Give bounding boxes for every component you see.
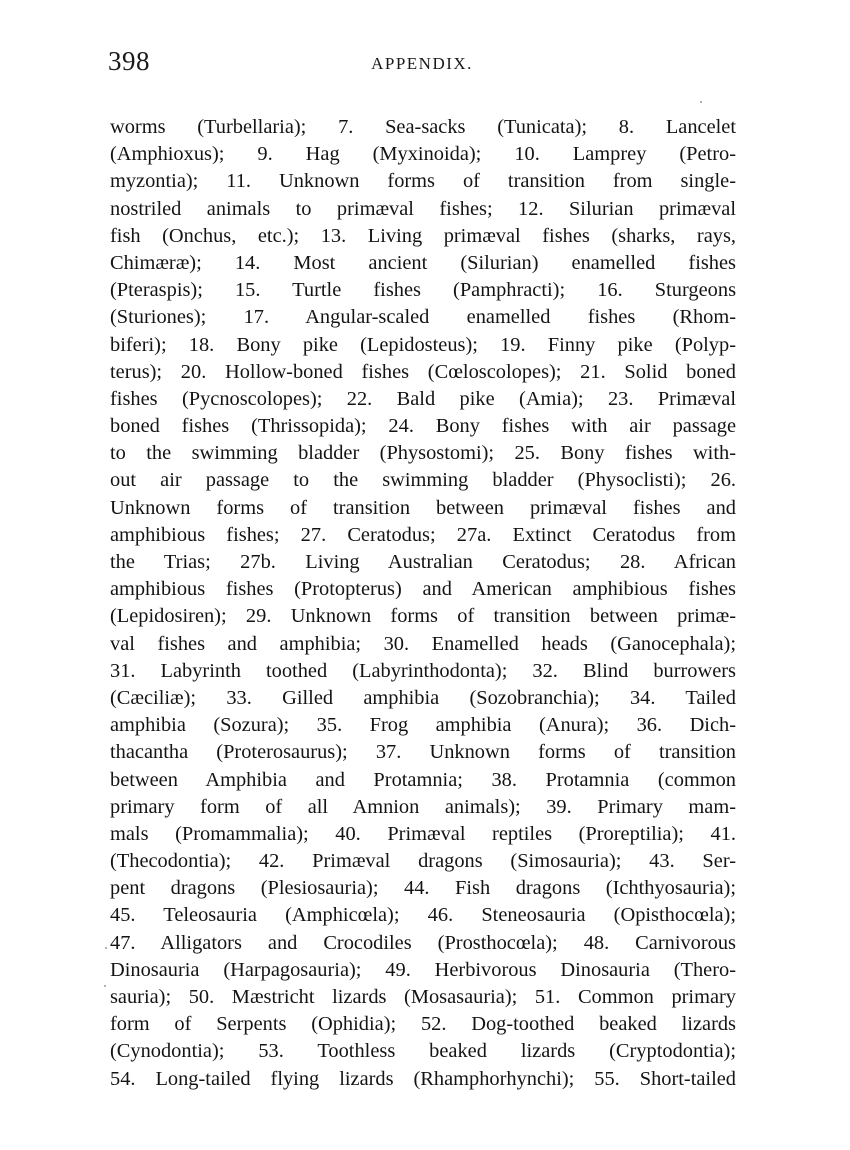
text-line: biferi); 18. Bony pike (Lepidosteus); 19. Finny pike (Polyp- bbox=[110, 333, 736, 356]
text-line: sauria); 50. Mæstricht lizards (Mosasauria); 51. Common primary bbox=[110, 986, 736, 1008]
text-line: amphibious fishes (Protopterus) and American amphibious fishes bbox=[110, 578, 736, 601]
text-line: (Thecodontia); 42. Primæval dragons (Simosauria); 43. Ser- bbox=[110, 850, 736, 873]
text-line: 31. Labyrinth toothed (Labyrinthodonta); 32. Blind burrowers bbox=[110, 659, 736, 682]
text-line: the Trias; 27b. Living Australian Ceratodus; 28. African bbox=[110, 551, 736, 573]
page-header bbox=[108, 46, 736, 86]
print-speck bbox=[700, 101, 702, 103]
text-line: amphibious fishes; 27. Ceratodus; 27a. Extinct Ceratodus from bbox=[110, 523, 736, 546]
text-line: pent dragons (Plesiosauria); 44. Fish dragons (Ichthyosauria); bbox=[110, 877, 736, 900]
text-line: Unknown forms of transition between primæval fishes and bbox=[110, 496, 736, 519]
text-line: thacantha (Proterosaurus); 37. Unknown forms of transition bbox=[110, 741, 736, 764]
text-line: val fishes and amphibia; 30. Enamelled heads (Ganocephala); bbox=[110, 632, 736, 655]
text-line: between Amphibia and Protamnia; 38. Protamnia (common bbox=[110, 768, 736, 791]
text-line: 45. Teleosauria (Amphicœla); 46. Steneosauria (Opisthocœla); bbox=[110, 904, 736, 927]
print-speck bbox=[105, 947, 107, 949]
text-line: nostriled animals to primæval fishes; 12. Silurian primæval bbox=[110, 197, 736, 220]
body-text bbox=[110, 114, 736, 1093]
text-line: myzontia); 11. Unknown forms of transition from single- bbox=[110, 170, 736, 193]
text-line: (Cæciliæ); 33. Gilled amphibia (Sozobranchia); 34. Tailed bbox=[110, 686, 736, 709]
text-line: fish (Onchus, etc.); 13. Living primæval fishes (sharks, rays, bbox=[110, 224, 736, 247]
print-speck bbox=[104, 985, 106, 987]
text-line: out air passage to the swimming bladder (Physoclisti); 26. bbox=[110, 469, 736, 492]
text-line: primary form of all Amnion animals); 39. Primary mam- bbox=[110, 795, 736, 818]
text-line: worms (Turbellaria); 7. Sea-sacks (Tunicata); 8. Lancelet bbox=[110, 116, 736, 138]
text-line: fishes (Pycnoscolopes); 22. Bald pike (Amia); 23. Primæval bbox=[110, 387, 736, 410]
text-line: form of Serpents (Ophidia); 52. Dog-toothed beaked lizards bbox=[110, 1013, 736, 1036]
text-line: terus); 20. Hollow-boned fishes (Cœloscolopes); 21. Solid boned bbox=[110, 360, 736, 383]
text-line: Chimæræ); 14. Most ancient (Silurian) enamelled fishes bbox=[110, 251, 736, 274]
text-line: mals (Promammalia); 40. Primæval reptiles (Proreptilia); 41. bbox=[110, 822, 736, 845]
text-line: Dinosauria (Harpagosauria); 49. Herbivorous Dinosauria (Thero- bbox=[110, 958, 736, 981]
text-line: to the swimming bladder (Physostomi); 25. Bony fishes with- bbox=[110, 442, 736, 465]
text-line: 47. Alligators and Crocodiles (Prosthocœla); 48. Carnivorous bbox=[110, 931, 736, 954]
text-line: boned fishes (Thrissopida); 24. Bony fishes with air passage bbox=[110, 415, 736, 438]
text-line: amphibia (Sozura); 35. Frog amphibia (Anura); 36. Dich- bbox=[110, 714, 736, 737]
running-head: APPENDIX. bbox=[371, 54, 473, 73]
text-line: (Sturiones); 17. Angular-scaled enamelled fishes (Rhom- bbox=[110, 306, 736, 329]
page-number: 398 bbox=[108, 46, 150, 76]
text-line: (Cynodontia); 53. Toothless beaked lizards (Cryptodontia); bbox=[110, 1040, 736, 1063]
text-line: (Lepidosiren); 29. Unknown forms of transition between primæ- bbox=[110, 605, 736, 628]
text-line: (Amphioxus); 9. Hag (Myxinoida); 10. Lamprey (Petro- bbox=[110, 143, 736, 166]
text-line: (Pteraspis); 15. Turtle fishes (Pamphracti); 16. Sturgeons bbox=[110, 279, 736, 302]
text-line: 54. Long-tailed flying lizards (Rhamphorhynchi); 55. Short-tailed bbox=[110, 1067, 736, 1090]
